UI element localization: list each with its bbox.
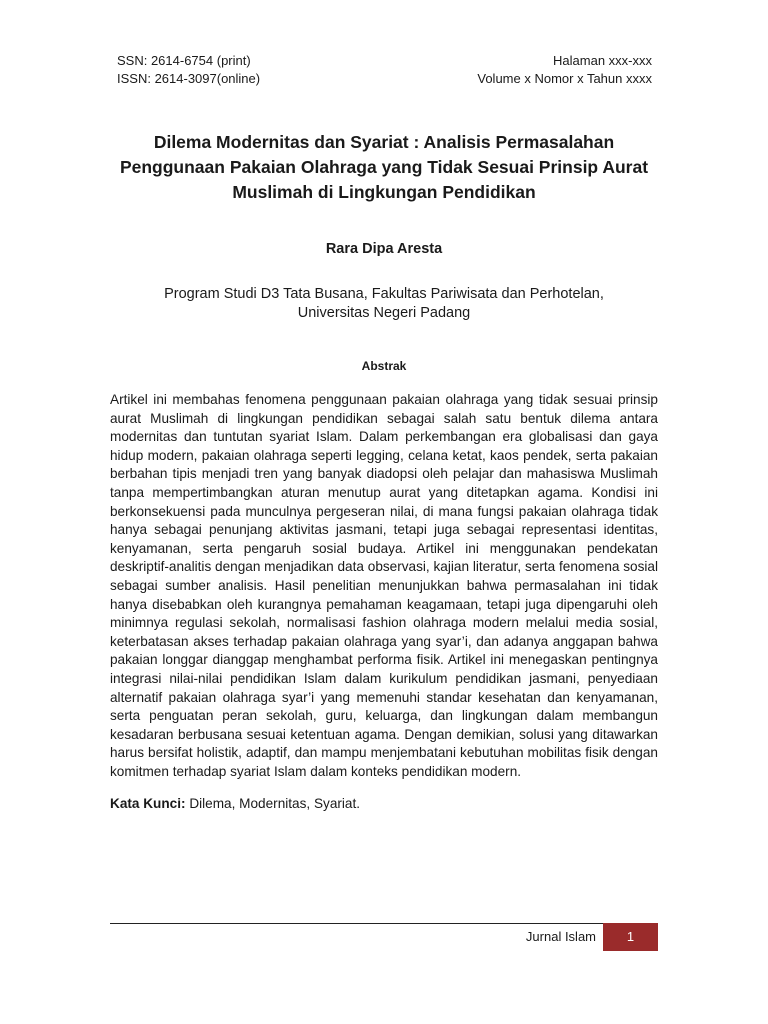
affiliation-line-2: Universitas Negeri Padang <box>297 305 471 321</box>
keywords-value: Dilema, Modernitas, Syariat. <box>189 796 361 811</box>
author-affiliation <box>90 285 678 323</box>
title-line-1: Dilema Modernitas dan Syariat : Analisis Permasalahan <box>153 132 615 152</box>
title-line-3: Muslimah di Lingkungan Pendidikan <box>232 182 536 202</box>
volume-number: Volume x Nomor x Tahun xxxx <box>477 71 652 86</box>
footer-divider <box>110 923 658 924</box>
header-volume-info <box>477 52 652 88</box>
abstract-body: Artikel ini membahas fenomena penggunaan pakaian olahraga yang tidak sesuai prinsip aurat Muslimah di lingkungan pendidikan sebagai salah satu bentuk dilema antara modernitas dan tuntutan syariat Islam. Dalam perkembangan era globalisasi dan gaya hidup modern, pakaian olahraga seperti legging, celana ketat, kaos pendek, serta pakaian berbahan tipis menjadi tren yang banyak diadopsi oleh pelajar dan mahasiswa Muslimah tanpa mempertimbangkan aturan menutup aurat yang ditetapkan agama. Kondisi ini berkonsekuensi pada munculnya pergeseran nilai, di mana fungsi pakaian olahraga tidak hanya sebagai penunjang aktivitas jasmani, tetapi juga sebagai representasi identitas, kenyamanan, serta pengaruh sosial budaya. Artikel ini menggunakan pendekatan deskriptif-analitis dengan menjadikan data observasi, kajian literatur, serta fenomena sosial sebagai sumber analisis. Hasil penelitian menunjukkan bahwa permasalahan ini tidak hanya disebabkan oleh kurangnya pemahaman keagamaan, tetapi juga dipengaruhi oleh minimnya regulasi sekolah, normalisasi fashion olahraga modern melalui media sosial, keterbatasan akses terhadap pakaian olahraga yang syar’i, dan adanya anggapan bahwa pakaian longgar dianggap menghambat performa fisik. Artikel ini menegaskan pentingnya integrasi nilai-nilai pendidikan Islam dalam kurikulum pendidikan jasmani, penyediaan alternatif pakaian olahraga syar’i yang memenuhi standar kesehatan dan kenyamanan, serta penguatan peran sekolah, guru, keluarga, dan lingkungan dalam membangun kesadaran berbusana sesuai ketentuan agama. Dengan demikian, solusi yang ditawarkan harus bersifat holistik, adaptif, dan mampu menjembatani kebutuhan mobilitas fisik dengan komitmen terhadap syariat Islam dalam konteks pendidikan modern. <box>110 392 658 779</box>
issn-online: ISSN: 2614-3097(online) <box>117 71 261 86</box>
affiliation-line-1: Program Studi D3 Tata Busana, Fakultas Pariwisata dan Perhotelan, <box>164 286 604 302</box>
page-range: Halaman xxx-xxx <box>553 53 652 68</box>
paper-title <box>90 130 678 205</box>
keywords-label: Kata Kunci: <box>110 796 186 811</box>
author-name: Rara Dipa Aresta <box>325 241 443 257</box>
footer-journal-name: Jurnal Islam <box>525 929 596 944</box>
title-line-2: Penggunaan Pakaian Olahraga yang Tidak Sesuai Prinsip Aurat <box>119 157 649 177</box>
abstract-heading: Abstrak <box>361 359 407 373</box>
issn-print: SSN: 2614-6754 (print) <box>117 53 251 68</box>
header-issn <box>117 52 260 88</box>
keywords <box>110 795 658 814</box>
footer-page-number: 1 <box>603 923 658 951</box>
